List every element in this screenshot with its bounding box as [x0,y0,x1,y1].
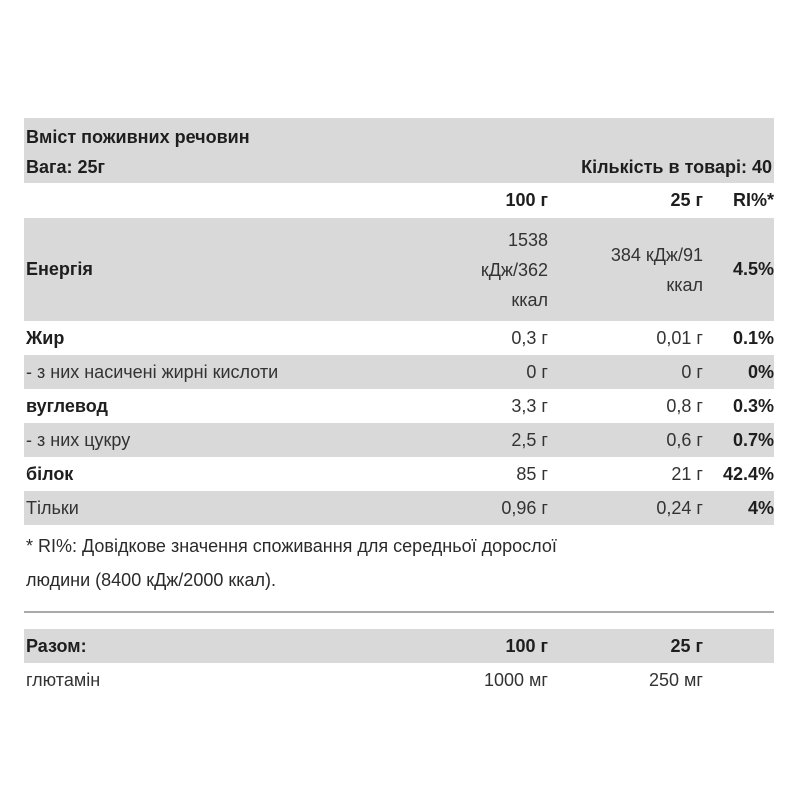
table-row [24,491,774,525]
row-per25: 0,6 г [666,429,703,450]
row-label: - з них насичені жирні кислоти [26,361,279,382]
row-per25: 21 г [671,463,703,484]
weight-text: Вага: 25г [26,156,106,177]
row-per100: 0 г [526,361,548,382]
table-row [24,423,774,457]
header-ri: RI%* [732,190,774,210]
table-row [24,389,774,423]
energy-per100 [386,225,548,315]
row-ri: 0.1% [732,327,774,348]
footnote-line1: * RI%: Довідкове значення споживання для середньої дорослої [26,536,557,556]
row-ri: 0.3% [732,395,774,416]
row-label: Енергія [26,259,93,279]
row-per100: 0,3 г [511,327,548,348]
column-header-row [24,183,774,218]
row-ri: 0% [747,361,774,382]
row-per100: 2,5 г [511,429,548,450]
row-per25: 0 г [681,361,703,382]
row-label: глютамін [26,669,101,690]
energy-ri: 4.5% [732,259,774,279]
table-row [24,457,774,491]
row-per100: 3,3 г [511,395,548,416]
row-per100: 0,96 г [501,497,548,518]
section-divider [24,611,774,613]
title-text: Вміст поживних речовин [26,127,250,147]
header-per100: 100 г [505,190,548,210]
row-per25: 0,8 г [666,395,703,416]
summary-label: Разом: [26,635,87,656]
table-row [24,663,774,697]
energy-per100-line2: кДж/362 [480,259,548,280]
summary-per25: 25 г [670,635,703,656]
nutrition-table [24,118,774,697]
row-per100: 1000 мг [484,669,548,690]
row-label: Жир [26,327,65,348]
row-ri: 4% [747,497,774,518]
table-title [24,118,774,151]
row-per25: 0,01 г [656,327,703,348]
energy-per100-line1: 1538 [507,229,548,250]
table-row-energy [24,218,774,321]
energy-per25-line1: 384 кДж/91 [610,244,703,265]
header-per25: 25 г [670,190,703,210]
row-label: - з них цукру [26,429,131,450]
energy-per25 [548,240,703,300]
weight-row [24,151,774,183]
table-row [24,321,774,355]
row-label: вуглевод [26,395,108,416]
row-ri: 42.4% [722,463,774,484]
footnote-line2: людини (8400 кДж/2000 ккал). [26,570,277,590]
footnote [24,525,774,597]
summary-header-row [24,629,774,663]
row-per100: 85 г [516,463,548,484]
energy-per100-line3: ккал [511,289,548,310]
row-per25: 0,24 г [656,497,703,518]
row-label: Тільки [26,497,79,518]
row-per25: 250 мг [649,669,703,690]
row-ri: 0.7% [732,429,774,450]
quantity-text: Кількість в товарі: 40 [581,156,772,177]
row-label: білок [26,463,74,484]
table-row [24,355,774,389]
summary-per100: 100 г [505,635,548,656]
energy-per25-line2: ккал [666,274,703,295]
